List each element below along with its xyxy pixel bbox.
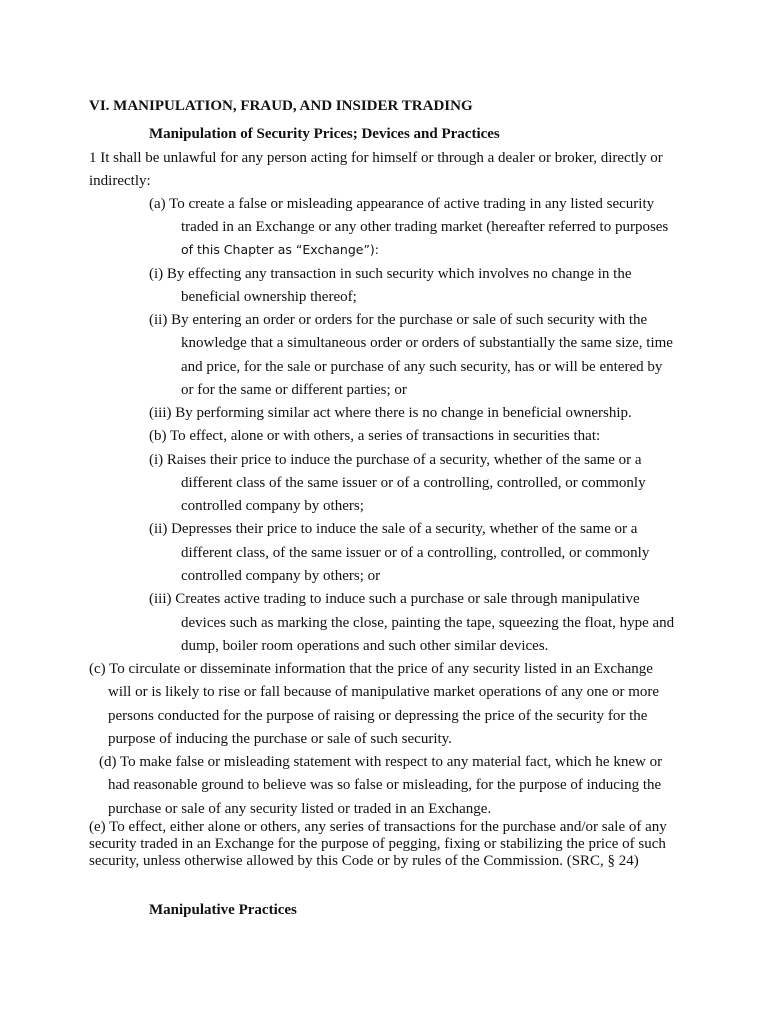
para-e-line2: security traded in an Exchange for the purpose of pegging, fixing or stabilizing the price of such [89,836,666,852]
para-b-ii-line2: different class, of the same issuer or of a controlling, controlled, or commonly [181,545,650,561]
item1-line2: indirectly: [89,173,151,189]
subheading: Manipulation of Security Prices; Devices and Practices [149,126,500,142]
para-b-iii-line2: devices such as marking the close, painting the tape, squeezing the float, hype and [181,615,675,631]
para-a-line2: traded in an Exchange or any other trading market (hereafter referred to purposes [181,219,669,235]
manipulative-practices-heading: Manipulative Practices [149,902,297,918]
para-b-ii-line1: (ii) Depresses their price to induce the sale of a security, whether of the same or a [149,521,638,537]
para-a-i-line1: (i) By effecting any transaction in such security which involves no change in the [149,266,632,282]
item1-line1: 1 It shall be unlawful for any person acting for himself or through a dealer or broker, directly or [89,150,663,166]
para-b-iii-line3: dump, boiler room operations and such other similar devices. [181,638,549,654]
para-b-ii-line3: controlled company by others; or [181,568,381,584]
para-a-ii-line1: (ii) By entering an order or orders for the purchase or sale of such security with the [149,312,648,328]
para-b-iii-line1: (iii) Creates active trading to induce such a purchase or sale through manipulative [149,591,640,607]
para-b-line1: (b) To effect, alone or with others, a series of transactions in securities that: [149,428,601,444]
para-a-line1: (a) To create a false or misleading appearance of active trading in any listed security [149,196,655,212]
para-d-line1: (d) To make false or misleading statement with respect to any material fact, which he knew or [99,754,663,770]
para-a-i-line2: beneficial ownership thereof; [181,289,357,305]
para-b-i-line2: different class of the same issuer or of a controlling, controlled, or commonly [181,475,646,491]
para-a-ii-line2: knowledge that a simultaneous order or orders of substantially the same size, time [181,335,673,351]
para-a-ii-line4: or for the same or different parties; or [181,382,407,398]
para-d-line3: purchase or sale of any security listed or traded in an Exchange. [108,801,492,817]
para-e-line3: security, unless otherwise allowed by this Code or by rules of the Commission. (SRC, § 24) [89,853,639,869]
para-e-line1: (e) To effect, either alone or others, any series of transactions for the purchase and/or sale of any [89,819,667,835]
para-a-line3: of this Chapter as “Exchange”): [181,242,380,257]
para-c-line1: (c) To circulate or disseminate information that the price of any security listed in an Exchange [89,661,653,677]
para-c-line3: persons conducted for the purpose of raising or depressing the price of the security for the [108,708,648,724]
para-c-line2: will or is likely to rise or fall because of manipulative market operations of any one or more [108,684,660,700]
section-heading: VI. MANIPULATION, FRAUD, AND INSIDER TRADING [89,98,473,114]
para-c-line4: purpose of inducing the purchase or sale of such security. [108,731,452,747]
para-d-line2: had reasonable ground to believe was so false or misleading, for the purpose of inducing the [108,777,662,793]
para-a-ii-line3: and price, for the sale or purchase of any such security, has or will be entered by [181,359,663,375]
para-b-i-line1: (i) Raises their price to induce the purchase of a security, whether of the same or a [149,452,642,468]
para-a-iii-line1: (iii) By performing similar act where there is no change in beneficial ownership. [149,405,632,421]
para-b-i-line3: controlled company by others; [181,498,364,514]
